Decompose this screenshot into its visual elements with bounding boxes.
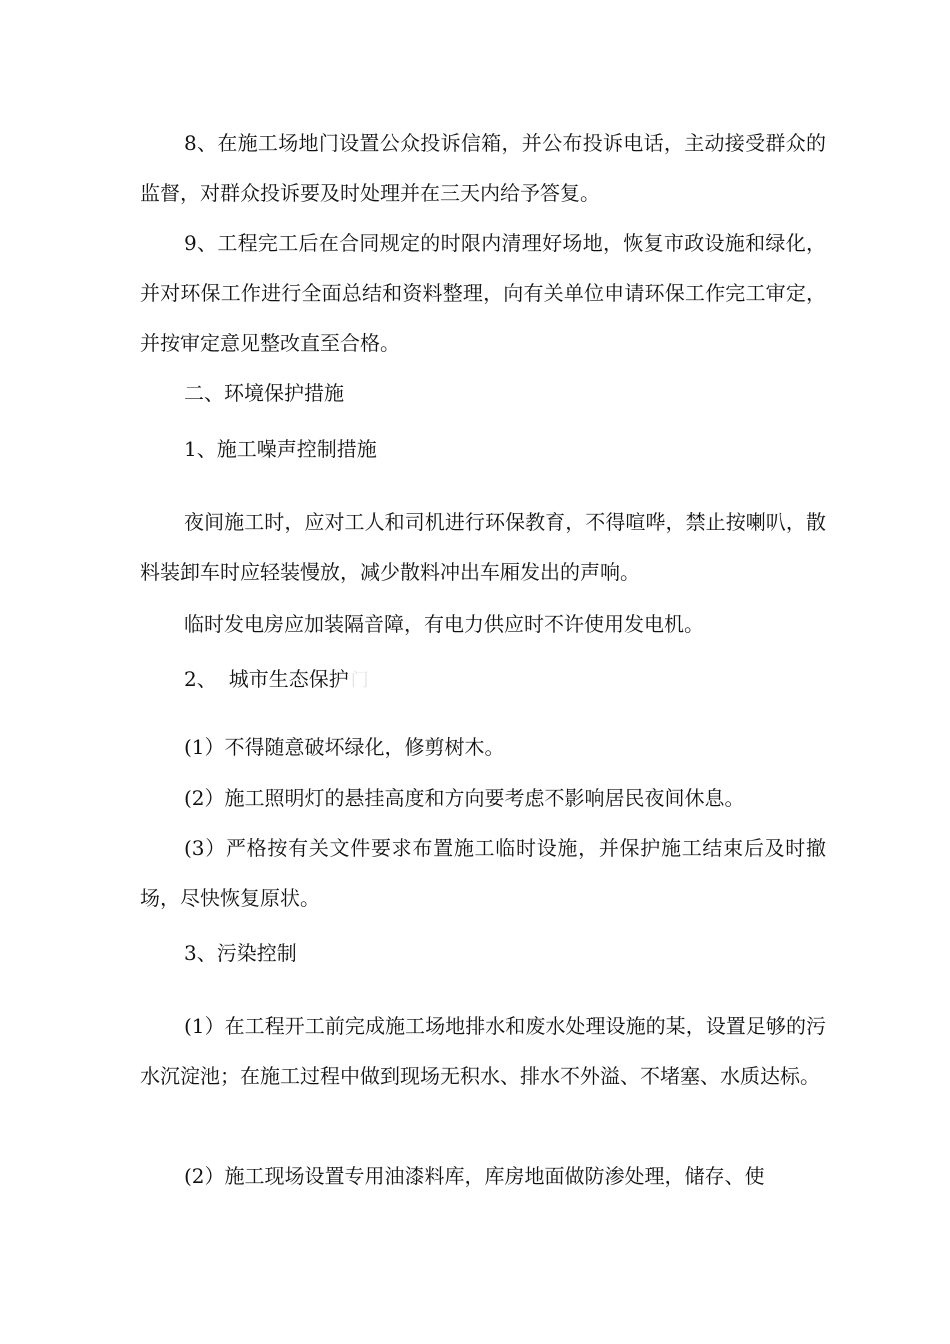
paragraph-generator-room: 临时发电房应加装隔音障，有电力供应时不许使用发电机。 bbox=[184, 612, 704, 636]
paragraph-night-construction: 夜间施工时，应对工人和司机进行环保教育，不得喧哗，禁止按喇叭，散料装卸车时应轻装慢放，减少散料冲出车厢发出的声响。 bbox=[140, 510, 826, 584]
subheading-urban-ecology bbox=[140, 654, 826, 706]
subheading-text: 城市生态保护 bbox=[228, 667, 349, 691]
paragraph-site-cleanup: 9、工程完工后在合同规定的时限内清理好场地，恢复市政设施和绿化，并对环保工作进行全面总结和资料整理，向有关单位申请环保工作完工审定，并按审定意见整改直至合格。 bbox=[140, 231, 826, 355]
list-item-greenery: (1）不得随意破坏绿化，修剪树木。 bbox=[184, 735, 505, 759]
list-item-drainage: (1）在工程开工前完成施工场地排水和废水处理设施的某，设置足够的污水沉淀池；在施工过程中做到现场无积水、排水不外溢、不堵塞、水质达标。 bbox=[140, 1014, 826, 1088]
subheading-pollution-control: 3、污染控制 bbox=[184, 941, 297, 965]
section-heading-environmental-protection: 二、环境保护措施 bbox=[184, 381, 344, 405]
list-item-temporary-facilities: (3）严格按有关文件要求布置施工临时设施，并保护施工结束后及时撤场，尽快恢复原状。 bbox=[140, 836, 826, 910]
faint-mark: 门 bbox=[350, 670, 369, 691]
subheading-noise-control: 1、施工噪声控制措施 bbox=[184, 437, 377, 461]
subheading-number: 2、 bbox=[184, 667, 217, 691]
paragraph-complaint-box: 8、在施工场地门设置公众投诉信箱，并公布投诉电话，主动接受群众的监督，对群众投诉要及时处理并在三天内给予答复。 bbox=[140, 131, 826, 205]
list-item-paint-storage: (2）施工现场设置专用油漆料库，库房地面做防渗处理，储存、使 bbox=[184, 1164, 765, 1188]
list-item-lighting: (2）施工照明灯的悬挂高度和方向要考虑不影响居民夜间休息。 bbox=[184, 786, 745, 810]
